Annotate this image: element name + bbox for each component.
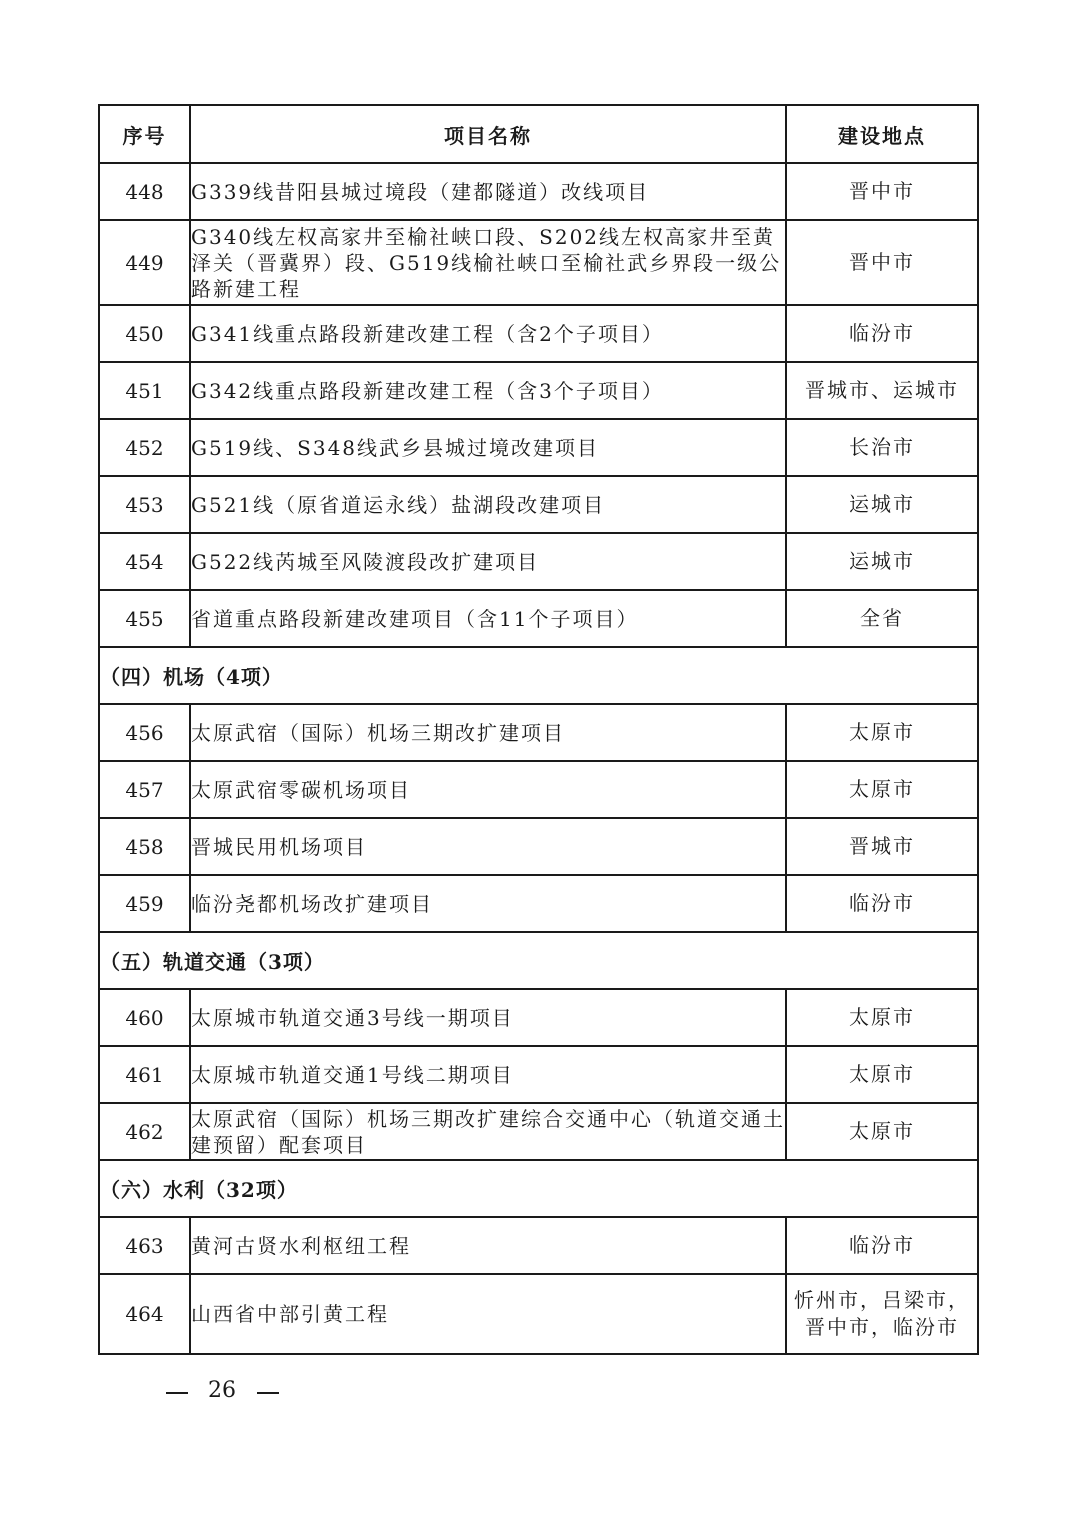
table-row: [99, 419, 978, 476]
table-row: [99, 875, 978, 932]
row-location: 太原市: [786, 704, 978, 761]
row-name: 晋城民用机场项目: [190, 818, 786, 875]
row-location: 晋中市: [786, 220, 978, 305]
row-name: 太原武宿零碳机场项目: [190, 761, 786, 818]
row-num: 456: [99, 704, 190, 761]
row-location: 忻州市，吕梁市，晋中市，临汾市: [786, 1274, 978, 1354]
row-location: 运城市: [786, 476, 978, 533]
row-num: 449: [99, 220, 190, 305]
header-location: 建设地点: [786, 105, 978, 163]
row-num: 455: [99, 590, 190, 647]
table-row: [99, 590, 978, 647]
section-heading-airport: （四）机场（4项）: [99, 647, 978, 704]
row-num: 463: [99, 1217, 190, 1274]
row-location: 晋城市、运城市: [786, 362, 978, 419]
row-name: G339线昔阳县城过境段（建都隧道）改线项目: [190, 163, 786, 220]
row-location: 长治市: [786, 419, 978, 476]
row-num: 458: [99, 818, 190, 875]
table-row: [99, 163, 978, 220]
footer-dash-left: [166, 1392, 188, 1394]
row-name: G522线芮城至风陵渡段改扩建项目: [190, 533, 786, 590]
table-row: [99, 1217, 978, 1274]
section-row: [99, 647, 978, 704]
row-num: 462: [99, 1103, 190, 1160]
row-location: 临汾市: [786, 305, 978, 362]
table-row: [99, 220, 978, 305]
row-location: 运城市: [786, 533, 978, 590]
row-name: G521线（原省道运永线）盐湖段改建项目: [190, 476, 786, 533]
table-row: [99, 818, 978, 875]
row-name: 黄河古贤水利枢纽工程: [190, 1217, 786, 1274]
row-num: 451: [99, 362, 190, 419]
row-name: G340线左权高家井至榆社峡口段、S202线左权高家井至黄泽关（晋冀界）段、G519线榆社峡口至榆社武乡界段一级公路新建工程: [190, 220, 786, 305]
section-heading-water: （六）水利（32项）: [99, 1160, 978, 1217]
row-location: 晋城市: [786, 818, 978, 875]
table-row: [99, 1274, 978, 1354]
row-name: 太原武宿（国际）机场三期改扩建项目: [190, 704, 786, 761]
row-name: G342线重点路段新建改建工程（含3个子项目）: [190, 362, 786, 419]
page-number: 26: [208, 1378, 236, 1403]
row-name: 临汾尧都机场改扩建项目: [190, 875, 786, 932]
section-row: [99, 1160, 978, 1217]
table-row: [99, 761, 978, 818]
table-row: [99, 533, 978, 590]
table-header-row: [99, 105, 978, 163]
row-location: 临汾市: [786, 1217, 978, 1274]
row-num: 448: [99, 163, 190, 220]
header-name: 项目名称: [190, 105, 786, 163]
row-name: 太原城市轨道交通3号线一期项目: [190, 989, 786, 1046]
table-row: [99, 1046, 978, 1103]
row-num: 453: [99, 476, 190, 533]
row-name: G519线、S348线武乡县城过境改建项目: [190, 419, 786, 476]
row-num: 464: [99, 1274, 190, 1354]
row-location: 太原市: [786, 761, 978, 818]
row-location: 全省: [786, 590, 978, 647]
row-num: 459: [99, 875, 190, 932]
table-row: [99, 704, 978, 761]
footer-dash-right: [257, 1392, 279, 1394]
row-num: 457: [99, 761, 190, 818]
table-row: [99, 362, 978, 419]
row-location: 临汾市: [786, 875, 978, 932]
row-location: 晋中市: [786, 163, 978, 220]
table-row: [99, 305, 978, 362]
table-row: [99, 1103, 978, 1160]
table-row: [99, 476, 978, 533]
row-num: 452: [99, 419, 190, 476]
row-name: 省道重点路段新建改建项目（含11个子项目）: [190, 590, 786, 647]
row-num: 454: [99, 533, 190, 590]
row-name: G341线重点路段新建改建工程（含2个子项目）: [190, 305, 786, 362]
section-row: [99, 932, 978, 989]
row-name: 山西省中部引黄工程: [190, 1274, 786, 1354]
row-num: 460: [99, 989, 190, 1046]
table-row: [99, 989, 978, 1046]
section-heading-rail: （五）轨道交通（3项）: [99, 932, 978, 989]
header-num: 序号: [99, 105, 190, 163]
row-num: 461: [99, 1046, 190, 1103]
row-location: 太原市: [786, 989, 978, 1046]
row-location: 太原市: [786, 1046, 978, 1103]
project-table: [98, 104, 979, 1355]
row-name: 太原武宿（国际）机场三期改扩建综合交通中心（轨道交通土建预留）配套项目: [190, 1103, 786, 1160]
row-num: 450: [99, 305, 190, 362]
row-location: 太原市: [786, 1103, 978, 1160]
row-name: 太原城市轨道交通1号线二期项目: [190, 1046, 786, 1103]
